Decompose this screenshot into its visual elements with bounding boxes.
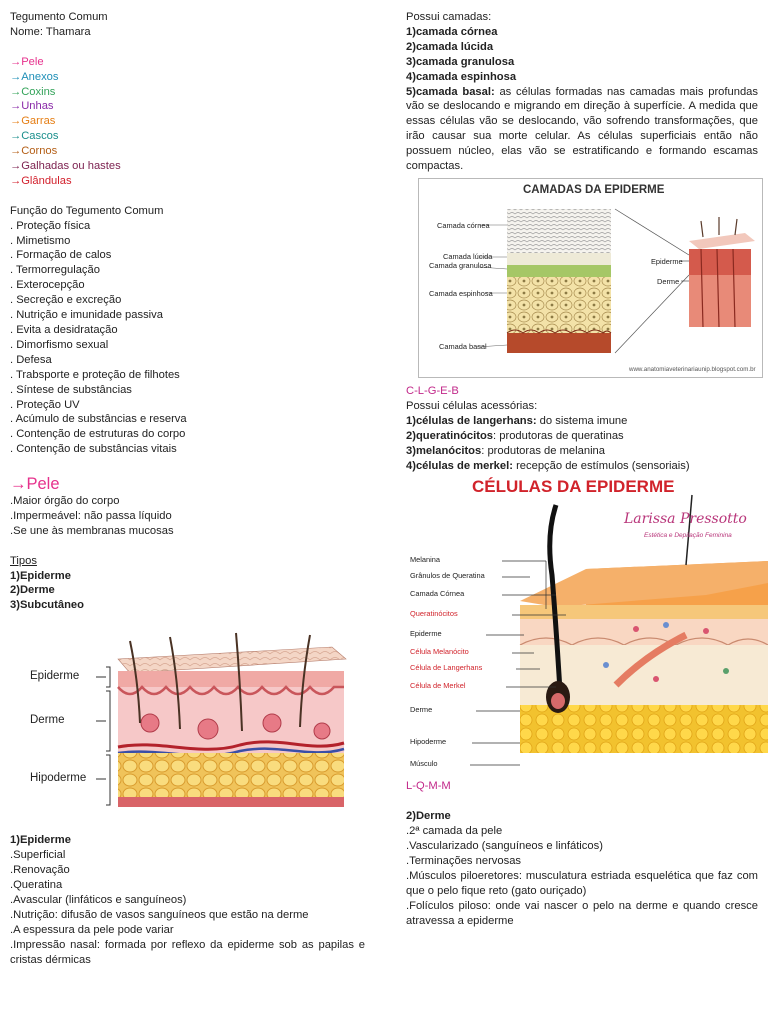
pele-item: .Impermeável: não passa líquido [10, 509, 172, 522]
camada-item: 2)camada lúcida [406, 40, 494, 53]
cell-label: Célula Melanócito [410, 647, 469, 657]
function-item: . Contenção de substâncias vitais [10, 443, 177, 456]
layer-label: Camada granulosa [429, 260, 492, 270]
function-item: . Trabsporte e proteção de filhotes [10, 368, 180, 381]
function-item: . Defesa [10, 353, 52, 366]
acessorias-title: Possui células acessórias: [406, 399, 538, 412]
tipo-item: 3)Subcutâneo [10, 599, 84, 612]
brand-subtitle: Estética e Depilação Feminina [644, 532, 732, 540]
topic-list [10, 55, 365, 189]
cell-label: Melanina [410, 555, 440, 565]
mnemonic-camadas: C-L-G-E-B [406, 384, 459, 397]
right-column [406, 10, 758, 928]
topic-item: →Coxins [10, 85, 56, 98]
camadas-figure [418, 178, 763, 378]
function-item: . Exterocepção [10, 279, 85, 292]
document-title: Tegumento Comum [10, 11, 108, 23]
brand-name: Larissa Pressotto [624, 511, 747, 528]
function-item: . Evita a desidratação [10, 324, 118, 336]
celulas-figure [406, 475, 768, 775]
camada-item: 3)camada granulosa [406, 55, 515, 68]
skin-label-epiderme: Epiderme [30, 670, 80, 683]
skin-label-derme: Derme [30, 714, 65, 727]
camadas-figure-title: CAMADAS DA EPIDERME [523, 183, 665, 196]
camada-item: 4)camada espinhosa [406, 70, 517, 83]
pele-heading: →Pele [10, 475, 60, 494]
cell-label: Célula de Merkel [410, 681, 466, 691]
acessoria-text: : produtoras de queratinas [493, 429, 624, 442]
epiderme-item: .Impressão nasal: formada por reflexo da epiderme sob as papilas e cristas dérmicas [10, 938, 365, 966]
derme-item: .Terminações nervosas [406, 854, 522, 867]
derme-title: 2)Derme [406, 810, 451, 823]
mnemonic-celulas: L-Q-M-M [406, 780, 451, 793]
function-item: . Proteção UV [10, 398, 80, 411]
left-column [10, 10, 365, 967]
side-label-epiderme: Epiderme [651, 256, 683, 266]
acessoria-item [406, 444, 758, 459]
cell-label: Hipoderme [410, 737, 447, 747]
topic-item: →Cornos [10, 145, 58, 158]
function-item: . Mimetismo [10, 234, 71, 247]
layer-label: Camada córnea [437, 220, 490, 230]
skin-layers-figure [10, 619, 350, 819]
epiderme-item: .Nutrição: difusão de vasos sanguíneos que estão na derme [10, 908, 309, 921]
acessoria-item [406, 459, 758, 474]
cell-label: Derme [410, 705, 433, 715]
function-item: . Contenção de estruturas do corpo [10, 428, 186, 441]
function-item: . Dimorfismo sexual [10, 338, 109, 351]
cell-label: Epiderme [410, 629, 442, 639]
celulas-figure-title: CÉLULAS DA EPIDERME [472, 477, 675, 497]
acessoria-label: 4)células de merkel: [406, 459, 513, 472]
epiderme-item: .Queratina [10, 879, 63, 891]
acessoria-text: : produtoras de melanina [481, 444, 605, 457]
function-item: . Síntese de substâncias [10, 383, 132, 396]
tipos-title: Tipos [10, 554, 37, 567]
function-item: . Secreção e excreção [10, 294, 122, 307]
layer-label: Camada espinhosa [429, 288, 493, 298]
acessoria-label: 3)melanócitos [406, 444, 482, 457]
function-item: . Proteção física [10, 219, 91, 232]
side-label-derme: Derme [657, 276, 680, 286]
layer-label: Camada lúcida [443, 251, 493, 261]
derme-item: .Folículos piloso: onde vai nascer o pelo na derme e quando cresce atravessa a epiderme [406, 899, 758, 927]
topic-item: →Pele [10, 55, 44, 68]
camada-basal-text: as células formadas nas camadas mais profundas vão se deslocando e migrando em direção à superfície. A medida que essas células vão se deslocando, vão sofrendo transformações, que irão causar sua morte celular. As células superficiais então não possuem núcleo, elas vão se estratificando e formando escamas compactas. [406, 85, 758, 173]
cell-label: Grânulos de Queratina [410, 571, 485, 581]
cell-label: Camada Córnea [410, 589, 465, 599]
camada-item: 1)camada córnea [406, 25, 498, 38]
author-name: Nome: Thamara [10, 25, 91, 38]
function-item: . Nutrição e imunidade passiva [10, 309, 163, 322]
epiderme-item: .Avascular (linfáticos e sanguíneos) [10, 893, 187, 906]
tipo-item: 2)Derme [10, 584, 55, 597]
epiderme-item: .Renovação [10, 864, 70, 877]
topic-item: →Anexos [10, 70, 59, 83]
topic-item: →Cascos [10, 130, 59, 143]
cell-label: Músculo [410, 759, 438, 769]
epiderme-item: .A espessura da pele pode variar [10, 923, 174, 936]
skin-label-hipoderme: Hipoderme [30, 772, 87, 785]
epiderme-title: 1)Epiderme [10, 834, 71, 847]
topic-item: →Glândulas [10, 174, 72, 187]
acessoria-text: recepção de estímulos (sensoriais) [512, 459, 690, 472]
acessoria-label: 2)queratinócitos [406, 429, 494, 442]
acessoria-item [406, 414, 758, 429]
layer-label: Camada basal [439, 341, 487, 351]
epiderme-item: .Superficial [10, 849, 66, 862]
acessoria-label: 1)células de langerhans: [406, 414, 537, 427]
cell-label: Célula de Langerhans [410, 663, 483, 673]
figure-credit: www.anatomiaveterinariaunip.blogspot.com.br [629, 365, 756, 373]
camada-basal-paragraph [406, 85, 758, 174]
function-item: . Acúmulo de substâncias e reserva [10, 413, 187, 426]
functions-list [10, 219, 365, 458]
topic-item: →Garras [10, 115, 56, 128]
topic-item: →Galhadas ou hastes [10, 160, 121, 173]
derme-item: .Vascularizado (sanguíneos e linfáticos) [406, 840, 603, 853]
topic-item: →Unhas [10, 100, 54, 113]
derme-item: .Músculos piloeretores: musculatura estriada esquelética que faz com que o pelo fique reto (gato ouriçado) [406, 869, 758, 897]
acessoria-item [406, 429, 758, 444]
function-item: . Termorregulação [10, 264, 100, 277]
functions-title: Função do Tegumento Comum [10, 204, 164, 217]
camada-basal-label: 5)camada basal: [406, 85, 495, 98]
tipo-item: 1)Epiderme [10, 569, 71, 582]
pele-item: .Se une às membranas mucosas [10, 524, 174, 537]
camadas-title: Possui camadas: [406, 11, 492, 23]
pele-item: .Maior órgão do corpo [10, 495, 120, 508]
function-item: . Formação de calos [10, 249, 112, 262]
cell-label: Queratinócitos [410, 609, 458, 619]
acessoria-text: do sistema imune [536, 414, 628, 427]
derme-item: .2ª camada da pele [406, 825, 503, 838]
